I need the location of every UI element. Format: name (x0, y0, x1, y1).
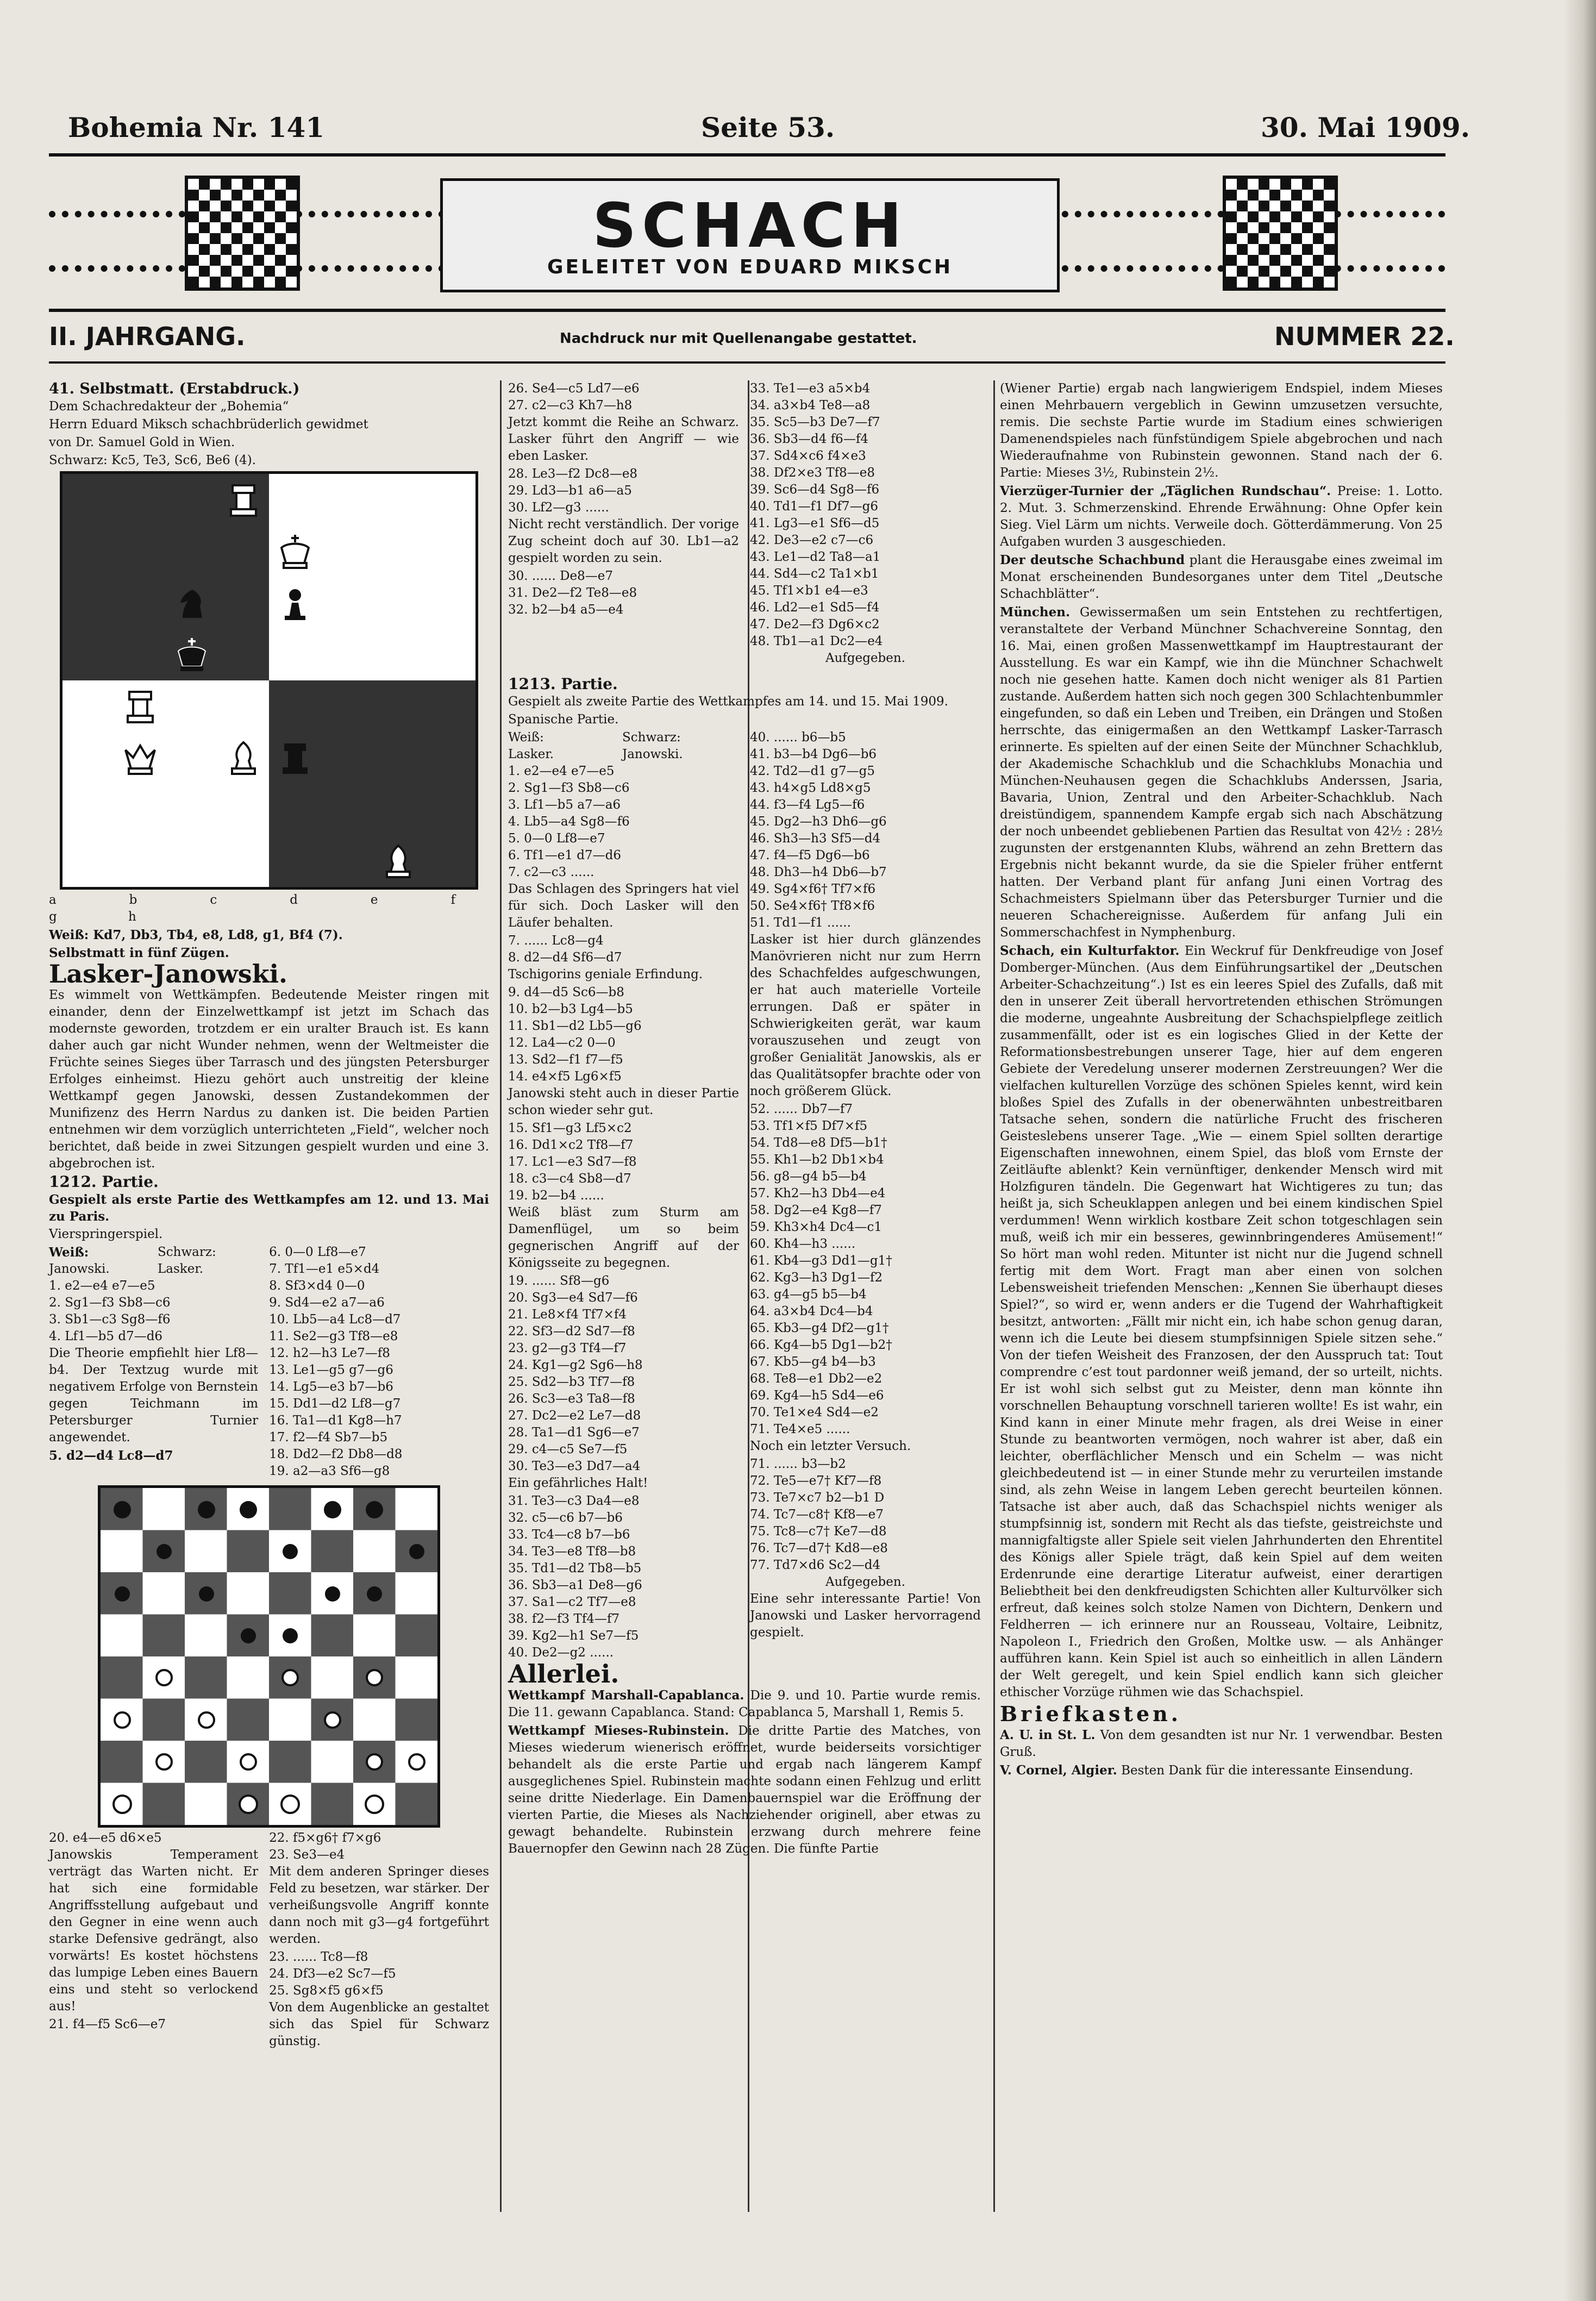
move-line: 46. Sh3—h3 Sf5—d4 (750, 831, 881, 846)
move-line: 13. Sd2—f1 f7—f5 (508, 1053, 623, 1067)
move-line: 17. Lc1—e3 Sd7—f8 (508, 1155, 637, 1169)
move-line: 32. c5—c6 b7—b6 (508, 1511, 623, 1525)
move-line: 11. Se2—g3 Tf8—e8 (269, 1329, 398, 1343)
move-line: 44. Sd4—c2 Ta1×b1 (750, 567, 879, 581)
move-line: 33. Te1—e3 a5×b4 (750, 382, 871, 396)
move-line: 12. h2—h3 Le7—f8 (269, 1346, 390, 1360)
issue-label: Bohemia Nr. 141 (68, 111, 325, 143)
move-line: 67. Kb5—g4 b4—b3 (750, 1355, 876, 1369)
move-line: 49. Sg4×f6† Tf7×f6 (750, 882, 876, 896)
move-line: 22. f5×g6† f7×g6 (269, 1831, 381, 1845)
move-line: 27. c2—c3 Kh7—h8 (508, 398, 633, 412)
move-line: 14. Lg5—e3 b7—b6 (269, 1380, 393, 1394)
move-line: 71. Te4×e5 ...... (750, 1422, 850, 1436)
move-line: 8. d2—d4 Sf6—d7 (508, 951, 622, 965)
move-line: 55. Kh1—b2 Db1×b4 (750, 1153, 884, 1167)
news-title: Schach, ein Kulturfaktor. (1000, 943, 1180, 958)
move-line: 6. 0—0 Lf8—e7 (269, 1245, 366, 1259)
annotation: Mit dem anderen Springer dieses Feld zu besetzen, war stärker. Der verheißungsvolle Angriff konnte dann noch mit g3—g4 fortgeführt werden. (269, 1865, 489, 1946)
move-line: 31. De2—f2 Te8—e8 (508, 586, 637, 600)
move-line: 36. Sb3—d4 f6—f4 (750, 432, 868, 446)
game-1212-end (739, 380, 981, 667)
news-title: Wettkampf Marshall-Capablanca. (508, 1688, 744, 1703)
annotation: Janowski steht auch in dieser Partie schon wieder sehr gut. (508, 1086, 739, 1117)
move-line: 29. Ld3—b1 a6—a5 (508, 484, 632, 498)
move-line: 31. Te3—c3 Da4—e8 (508, 1494, 640, 1508)
game-1212-continued (508, 380, 739, 667)
move-line: 73. Te7×c7 b2—b1 D (750, 1491, 885, 1505)
move-line: 35. Sc5—b3 De7—f7 (750, 415, 880, 429)
move-line: 59. Kh3×h4 Dc4—c1 (750, 1220, 883, 1234)
white-queen-icon (121, 739, 159, 777)
black-knight-icon (173, 584, 211, 622)
move-line: 7. Tf1—e1 e5×d4 (269, 1262, 380, 1276)
move-line: 57. Kh2—h3 Db4—e4 (750, 1186, 886, 1200)
move-line: 17. f2—f4 Sb7—b5 (269, 1430, 388, 1445)
move-line: 19. a2—a3 Sf6—g8 (269, 1464, 390, 1478)
news-text: Ein Weckruf für Denkfreudige von Josef Domberger-München. (Aus dem Einführungsartikel der „Deutschen Arbeiter-Schachzeitung“.) Ist es ein leeres Spiel des Zufalls, daß mit den in unserer Zeit überall hervortretenden ethischen Strömungen die moderne, ungeahnte Ausbreitung der Schachspielpflege zeitlich zusammenfällt, oder ist es ein logisches Glied in der Kette der Reformationsbestrebungen unserer Tage, hier auf dem engeren Gebiete der Veredelung unserer modernen Zerstreuungen? Wer die vielfachen kulturellen Vorzüge des schönen Spieles kennt, wird kein bloßes Spiel des Zufalls in der obenerwähnten unbestreitbaren Tatsache sehen, sondern die natürliche Frucht des frischeren Geisteslebens unserer Tage. „Wie — einem Spiel sollten derartige Eigenschaften innewohnen, einem Spiel, das bloß vom Ernste der Zeitläufte ablenkt? Kein vernünftiger, denkender Mensch wird mit Holzfiguren tändeln. Die Gegenwart hat Wichtigeres zu tun; das heißt ja, sich Scheuklappen anlegen und bei einem kindischen Spiel verdummen! Wenn wirklich kostbare Zeit schon totgeschlagen sein muß, weiß ich mir ein besseres, gewinnbringenderes Amüsement!“ So hört man wohl reden. Mitunter ist nicht nur die Jugend schnell fertig mit dem Wort. Fragt man aber einen von solchen Lebensweisheit triefenden Menschen: „Kennen Sie überhaupt dieses Spiel?“, so wird er, wenn anders er die Tugend der Wahrhaftigkeit besitzt, antworten: „Fällt mir nicht ein, ich habe schon genug daran, wenn ich die Leute bei diesem stumpfsinnigen Spiele sitzen sehe.“ Von der tiefen Weisheit des Franzosen, der den Ausspruch tat: Tout comprendre c’est tout pardonner weiß jemand, der so urteilt, nichts. Er ist wohl sich selbst gut zu Meister, denn man könnte ihn vorschnellen Behauptung vorschnell tarieren wollte! Es ist wahr, ein Kind kann in einer Minute mehr fragen, als drei Weise in einer Stunde zu beantworten vermögen, noch wahrer ist aber, daß ein leichter, oberflächlicher Mensch und ein Schelm — was nicht gleichbedeutend ist — in einer Stunde mehr zu verurteilen imstande sind, als zehn Weise in langem Leben gerecht beurteilen können. Tatsache ist aber auch, daß das Schachspiel nichts weniger als stumpfsinnig ist, sondern mit Recht als das tiefste, geistreichste und mannigfaltigste aller Spiele seit vielen Jahrhunderten den Ehrentitel des Königs aller Spiele trägt, daß kein Spiel auf dem weiten Erdenrunde eine derartige Literatur aufweist, einer derartigen Beliebtheit bei den denkfreudigsten Schichten aller Kulturvölker sich erfreut, daß keines solch stolze Namen von Dichtern, Denkern und Feldherren — ich erinnere nur an Rousseau, Voltaire, Leibnitz, Napoleon I., Friedrich den Großen, Moltke usw. — als Anhänger aufführen kann. Kein Spiel ist auch so einheitlich in allen Ländern der Welt geregelt, und kein Spiel endlich kann sich gleicher ethischer Vorzüge rühmen wie das Schachspiel. (1000, 944, 1443, 1699)
black-rook-icon (276, 739, 314, 777)
player-name: Lasker. (508, 747, 554, 761)
move-line: 22. Sf3—d2 Sd7—f8 (508, 1324, 635, 1339)
move-line: 32. b2—b4 a5—e4 (508, 603, 624, 617)
title-box (440, 178, 1060, 292)
move-line: 10. b2—b3 Lg4—b5 (508, 1002, 633, 1016)
move-line: 48. Dh3—h4 Db6—b7 (750, 865, 887, 879)
move-line: 43. h4×g5 Ld8×g5 (750, 781, 871, 795)
move-line: 7. ...... Lc8—g4 (508, 934, 604, 948)
move-line: 13. Le1—g5 g7—g6 (269, 1363, 393, 1377)
article-heading: Lasker-Janowski. (49, 959, 288, 989)
move-line: 34. Te3—e8 Tf8—b8 (508, 1545, 636, 1559)
move-line: 68. Te8—e1 Db2—e2 (750, 1372, 883, 1386)
player-label: Weiß: (508, 730, 544, 745)
game-number: 1213. Partie. (508, 675, 618, 693)
move-line: 46. Ld2—e1 Sd5—f4 (750, 601, 880, 615)
move-line: 28. Le3—f2 Dc8—e8 (508, 467, 638, 481)
move-line: 52. ...... Db7—f7 (750, 1102, 853, 1116)
closing-remark: Eine sehr interessante Partie! Von Janowski und Lasker hervorragend gespielt. (750, 1592, 981, 1640)
move-line: 56. g8—g4 b5—b4 (750, 1170, 867, 1184)
move-line: 47. f4—f5 Dg6—b6 (750, 848, 870, 862)
move-line: 37. Sa1—c2 Tf7—e8 (508, 1595, 636, 1609)
chess-diagram (60, 471, 478, 890)
news-text: Die 9. und 10. Partie wurde remis. Die 11. gewann Capablanca. Stand: Capablanca 5, Marshall 1, Remis 5. (508, 1689, 981, 1720)
move-line: 1. e2—e4 e7—e5 (49, 1279, 155, 1293)
result-line: Aufgegeben. (825, 1575, 906, 1589)
letter-text: Besten Dank für die interessante Einsendung. (1121, 1764, 1413, 1778)
game-1213-continued (739, 729, 981, 1661)
move-line: 75. Tc8—c7† Ke7—d8 (750, 1524, 887, 1539)
move-line: 30. ...... De8—e7 (508, 569, 613, 583)
move-line: 16. Ta1—d1 Kg8—h7 (269, 1414, 402, 1428)
move-line: 28. Ta1—d1 Sg6—e7 (508, 1425, 640, 1440)
move-line: 21. Le8×f4 Tf7×f4 (508, 1308, 627, 1322)
move-line: 76. Tc7—d7† Kd8—e8 (750, 1541, 888, 1555)
move-line: 64. a3×b4 Dc4—b4 (750, 1304, 873, 1318)
player-label: Schwarz: (622, 730, 681, 745)
move-line: 39. Sc6—d4 Sg8—f6 (750, 483, 880, 497)
move-line: 42. Td2—d1 g7—g5 (750, 764, 875, 778)
move-line: 9. d4—d5 Sc6—b8 (508, 985, 624, 999)
annotation: Lasker ist hier durch glänzendes Manövrieren nicht nur zum Herrn des Schachfeldes aufgeschwungen, er hat auch materielle Vorteile errungen. Daß er später in Schwierigkeiten gerät, war kaum vorauszusehen und zeugt von großer Genialität Janowskis, als er das Qualitätsopfer brachte oder von noch größerem Glück. (750, 933, 981, 1098)
section-heading-allerlei: Allerlei. (508, 1659, 619, 1689)
header-rule (49, 361, 1445, 364)
result-line: Aufgegeben. (825, 651, 906, 665)
article-intro: Es wimmelt von Wettkämpfen. Bedeutende Meister ringen mit einander, denn der Einzelwettkampf ist jetzt im Schach das modernste geworden, trotzdem er ein uralter Brauch ist. Es kann daher auch gar nicht Wunder nehmen, wenn der Weltmeister die Früchte seines Sieges über Tarrasch und des jüngsten Petersburger Erfolges einheimst. Hiezu gehört auch unstreitig der kleine Wettkampf gegen Janowski, dessen Zustandekommen der Munifizenz des Herrn Nardus zu danken ist. Die beiden Partien entnehmen wir dem vorzüglich unterrichteten „Field“, welcher noch berichtet, daß beide in zwei Sitzungen gespielt wurden und eine 3. abgebrochen ist. (49, 988, 489, 1171)
move-line: 25. Sg8×f5 g6×f5 (269, 1984, 384, 1998)
move-line: 12. La4—c2 0—0 (508, 1036, 616, 1050)
black-king-icon (173, 636, 211, 674)
white-bishop-icon (224, 739, 262, 777)
news-title: Vierzüger-Turnier der „Täglichen Rundschau“. (1000, 484, 1331, 498)
news-text: plant die Herausgabe eines zweimal im Monat erscheinenden Bundesorganes unter dem Titel „Deutsche Schachblätter“. (1000, 553, 1443, 601)
move-line: 5. 0—0 Lf8—e7 (508, 831, 605, 846)
annotation: Ein gefährliches Halt! (508, 1476, 648, 1490)
move-line: 24. Kg1—g2 Sg6—h8 (508, 1358, 643, 1372)
section-title: SCHACH (592, 191, 907, 261)
move-line: 5. d2—d4 Lc8—d7 (49, 1448, 173, 1463)
annotation: Nicht recht verständlich. Der vorige Zug scheint doch auf 30. Lb1—a2 gespielt worden zu sein. (508, 517, 739, 565)
move-line: 26. Se4—c5 Ld7—e6 (508, 382, 640, 396)
player-label: Schwarz: (158, 1245, 216, 1259)
dedication-line: Dem Schachredakteur der „Bohemia“ (49, 399, 289, 414)
move-line: 1. e2—e4 e7—e5 (508, 764, 615, 778)
move-line: 35. Td1—d2 Tb8—b5 (508, 1561, 642, 1575)
column-rule (500, 380, 502, 2212)
move-line: 18. Dd2—f2 Db8—d8 (269, 1447, 403, 1461)
move-line: 40. ...... b6—b5 (750, 730, 846, 745)
move-line: 63. g4—g5 b5—b4 (750, 1287, 867, 1302)
annotation: Janowskis Temperament verträgt das Warten nicht. Er hat sich eine formidable Angriffsstellung aufgebaut und den Gegner in eine wenn auch starke Defensive gedrängt, also vorwärts! Es kostet höchstens das lumpige Leben eines Bauern eins und steht so verlockend aus! (49, 1848, 259, 2014)
letter-recipient: V. Cornel, Algier. (1000, 1763, 1117, 1778)
section-editor: GELEITET VON EDUARD MIKSCH (547, 256, 953, 278)
volume-label: II. JAHRGANG. (49, 322, 246, 351)
move-line: 48. Tb1—a1 Dc2—e4 (750, 634, 883, 648)
move-line: 37. Sd4×c6 f4×e3 (750, 449, 866, 463)
move-line: 2. Sg1—f3 Sb8—c6 (49, 1296, 171, 1310)
move-line: 66. Kg4—b5 Dg1—b2† (750, 1338, 892, 1352)
letter-text: Von dem gesandten ist nur Nr. 1 verwendbar. Besten Gruß. (1000, 1728, 1443, 1759)
news-text: Die dritte Partie des Matches, von Mieses wiederum wienerisch eröffnet, wurde beiderseits vorsichtiger behandelt als die erste Partie und ergab nach längerem Kampf ausgeglichenes Spiel. Rubinstein machte sodann einen Fehlzug und erlitt seine dritte Niederlage. Ein Damenbauernspiel war die Eröffnung der vierten Partie, die Mieses als Nachziehender originell, aber etwas zu gewagt behandelte. Rubinstein erzwang durch mehrere feine Bauernopfer den Gewinn nach 28 Zügen. Die fünfte Partie (508, 1724, 981, 1856)
white-bishop-icon (379, 842, 417, 880)
news-text: Gewissermaßen um sein Entstehen zu rechtfertigen, veranstaltete der Verband Münchner Schachvereine Sonntag, den 16. Mai, einen großen Massenwettkampf im Hauptrestaurant der Ausstellung. Es war ein Kampf, wie ihn die Münchner Schachwelt noch nie gesehen hatte. Kamen doch nicht weniger als 81 Partien zustande. Außerdem hatten sich noch gegen 300 Schlachtenbummler eingefunden, so daß ein Leben und Treiben, ein Drängen und Stoßen herrschte, das einigermaßen an den Wettkampf Lasker-Tarrasch erinnerte. Es spielten auf der einen Seite der Münchner Schachklub, der Akademische Schachklub und die Schachklubs Monachia und München-Neuhausen gegen die Schachklubs Anderssen, Jsaria, Bavaria, Union, Zentral und den Arbeiter-Schachklub. Nach dreistündigem, spannendem Kampfe ergab sich nach Abschätzung der noch unbeendet gebliebenen Partien das Resultat von 42½ : 28½ zugunsten der erstgenannten Klubs, während an zehn Brettern das Ergebnis nicht bekannt wurde, da sie die Spieler früher entfernt hatten. Der Verband plant für anfang Juni einen Vortrag des Schachmeisters Spielmann über das Petersburger Turnier und die neueren Schachereignisse. Außerdem für anfang Juli ein Sommerschachfest in Nymphenburg. (1000, 605, 1443, 940)
issue-date: 30. Mai 1909. (1261, 111, 1470, 143)
section-heading-briefkasten: Briefkasten. (1000, 1702, 1182, 1726)
move-line: 43. Le1—d2 Ta8—a1 (750, 550, 881, 564)
move-line: 9. Sd4—e2 a7—a6 (269, 1296, 385, 1310)
player-name: Lasker. (158, 1262, 204, 1276)
game-moves-block (49, 1830, 489, 2051)
move-line: 4. Lb5—a4 Sg8—f6 (508, 815, 630, 829)
move-line: 69. Kg4—h5 Sd4—e6 (750, 1389, 884, 1403)
move-line: 20. Sg3—e4 Sd7—f6 (508, 1291, 638, 1305)
opening-name: Vierspringerspiel. (49, 1227, 163, 1241)
move-line: 47. De2—f3 Dg6×c2 (750, 617, 880, 631)
move-line: 77. Td7×d6 Sc2—d4 (750, 1558, 881, 1572)
move-line: 10. Lb5—a4 Lc8—d7 (269, 1312, 401, 1327)
move-line: 61. Kb4—g3 Dd1—g1† (750, 1254, 892, 1268)
game-position-diagram (98, 1485, 440, 1828)
annotation: Jetzt kommt die Reihe an Schwarz. Lasker führt den Angriff — wie eben Lasker. (508, 415, 739, 463)
annotation: Von dem Augenblicke an gestaltet sich das Spiel für Schwarz günstig. (269, 2000, 489, 2048)
move-line: 24. Df3—e2 Sc7—f5 (269, 1967, 396, 1981)
move-line: 15. Dd1—d2 Lf8—g7 (269, 1397, 401, 1411)
move-line: 8. Sf3×d4 0—0 (269, 1279, 365, 1293)
page-edge (1563, 0, 1596, 2301)
move-line: 53. Tf1×f5 Df7×f5 (750, 1119, 868, 1133)
column-4 (1000, 380, 1443, 1780)
move-line: 15. Sf1—g3 Lf5×c2 (508, 1121, 632, 1135)
annotation: Die Theorie empfiehlt hier Lf8—b4. Der Textzug wurde mit negativem Erfolge von Bernstein gegen Teichmann im Petersburger Turnier angewendet. (49, 1346, 259, 1445)
checkerboard-ornament (1223, 176, 1338, 291)
move-line: 41. b3—b4 Dg6—b6 (750, 747, 877, 761)
news-title: Wettkampf Mieses-Rubinstein. (508, 1723, 729, 1738)
annotation: Noch ein letzter Versuch. (750, 1439, 911, 1453)
game-info: Gespielt als zweite Partie des Wettkampfes am 14. und 15. Mai 1909. (508, 695, 948, 709)
move-line: 45. Tf1×b1 e4—e3 (750, 584, 868, 598)
white-pieces: Weiß: Kd7, Db3, Tb4, e8, Ld8, g1, Bf4 (7). (49, 928, 343, 942)
move-line: 74. Tc7—c8† Kf8—e7 (750, 1508, 884, 1522)
dedication-line: von Dr. Samuel Gold in Wien. (49, 435, 235, 449)
move-line: 62. Kg3—h3 Dg1—f2 (750, 1271, 883, 1285)
move-line: 33. Tc4—c8 b7—b6 (508, 1528, 630, 1542)
move-line: 72. Te5—e7† Kf7—f8 (750, 1474, 882, 1488)
issue-number: NUMMER 22. (1274, 322, 1455, 351)
chess-pieces-icon (101, 1488, 437, 1825)
letter-recipient: A. U. in St. L. (1000, 1728, 1096, 1742)
annotation: Tschigorins geniale Erfindung. (508, 967, 703, 981)
reprint-notice: Nachdruck nur mit Quellenangabe gestattet. (560, 330, 917, 347)
move-line: 23. Se3—e4 (269, 1848, 345, 1862)
move-line: 60. Kh4—h3 ...... (750, 1237, 856, 1251)
move-line: 40. Td1—f1 Df7—g6 (750, 499, 878, 514)
move-line: 18. c3—c4 Sb8—d7 (508, 1172, 631, 1186)
move-line: 3. Lf1—b5 a7—a6 (508, 798, 621, 812)
move-line: 19. b2—b4 ...... (508, 1189, 604, 1203)
black-pawn-icon (276, 584, 314, 622)
white-rook-icon (224, 481, 262, 519)
move-line: 44. f3—f4 Lg5—f6 (750, 798, 865, 812)
move-line: 6. Tf1—e1 d7—d6 (508, 848, 622, 862)
move-line: 29. c4—c5 Se7—f5 (508, 1442, 628, 1456)
move-line: 40. De2—g2 ...... (508, 1646, 614, 1660)
annotation: Weiß bläst zum Sturm am Damenflügel, um so beim gegnerischen Angriff auf der Königsseite zu begegnen. (508, 1205, 739, 1270)
player-name: Janowski. (49, 1262, 110, 1276)
move-line: 7. c2—c3 ...... (508, 865, 594, 879)
move-line: 11. Sb1—d2 Lb5—g6 (508, 1019, 642, 1033)
move-line: 50. Se4×f6† Tf8×f6 (750, 899, 875, 913)
problem-title: 41. Selbstmatt. (Erstabdruck.) (49, 380, 300, 397)
move-line: 23. ...... Tc8—f8 (269, 1950, 368, 1964)
annotation: Das Schlagen des Springers hat viel für sich. Doch Lasker will den Läufer behalten. (508, 882, 739, 930)
move-line: 45. Dg2—h3 Dh6—g6 (750, 815, 887, 829)
news-title: München. (1000, 605, 1070, 620)
masthead (49, 153, 1445, 312)
move-line: 27. Dc2—e2 Le7—d8 (508, 1409, 641, 1423)
move-line: 54. Td8—e8 Df5—b1† (750, 1136, 887, 1150)
black-pieces: Schwarz: Kc5, Te3, Sc6, Be6 (4). (49, 453, 256, 467)
move-line: 65. Kb3—g4 Df2—g1† (750, 1321, 889, 1335)
game-number: 1212. Partie. (49, 1173, 159, 1191)
move-line: 38. Df2×e3 Tf8—e8 (750, 466, 875, 480)
move-line: 30. Te3—e3 Dd7—a4 (508, 1459, 641, 1473)
move-line: 42. De3—e2 c7—c6 (750, 533, 874, 547)
news-text: Preise: 1. Lotto. 2. Mut. 3. Schmerzenskind. Ehrende Erwähnung: Ohne Opfer kein Sieg. Viel Lärm um nichts. Verweile doch. Götterdämmerung. Von 25 Aufgaben wurden 3 ausgeschieden. (1000, 484, 1443, 549)
move-line: 71. ...... b3—b2 (750, 1457, 846, 1471)
move-line: 23. g2—g3 Tf4—f7 (508, 1341, 627, 1355)
move-line: 39. Kg2—h1 Se7—f5 (508, 1629, 639, 1643)
move-line: 21. f4—f5 Sc6—e7 (49, 2017, 166, 2031)
board-files: a b c d e f g h (49, 893, 489, 924)
game-info: Gespielt als erste Partie des Wettkampfes am 12. und 13. Mai zu Paris. (49, 1192, 489, 1224)
news-text: (Wiener Partie) ergab nach langwierigem Endspiel, indem Mieses einen Mehrbauern vergeblich in Gewinn umzusetzen versuchte, remis. Die sechste Partie wurde im Stadium eines schwierigen Damenendspieles nach fünfstündigem Spiele abgebrochen und nach Wiederaufnahme von Rubinstein gewonnen. Stand nach der 6. Partie: Mieses 3½, Rubinstein 2½. (1000, 382, 1443, 480)
problem-task: Selbstmatt in fünf Zügen. (49, 946, 229, 960)
column-rule (993, 380, 995, 2212)
game-1213-moves (508, 729, 739, 1661)
move-line: 4. Lf1—b5 d7—d6 (49, 1329, 163, 1343)
column-1 (49, 380, 489, 2051)
dedication-line: Herrn Eduard Miksch schachbrüderlich gewidmet (49, 417, 368, 432)
news-title: Der deutsche Schachbund (1000, 553, 1185, 567)
move-line: 25. Sd2—b3 Tf7—f8 (508, 1375, 635, 1389)
game-moves-block (49, 1244, 489, 1480)
move-line: 70. Te1×e4 Sd4—e2 (750, 1405, 879, 1420)
move-line: 3. Sb1—c3 Sg8—f6 (49, 1312, 171, 1327)
column-2 (508, 380, 981, 1859)
move-line: 38. f2—f3 Tf4—f7 (508, 1612, 620, 1626)
move-line: 19. ...... Sf8—g6 (508, 1274, 610, 1288)
move-line: 16. Dd1×c2 Tf8—f7 (508, 1138, 634, 1152)
move-line: 20. e4—e5 d6×e5 (49, 1831, 162, 1845)
player-label: Weiß: (49, 1245, 89, 1260)
move-line: 58. Dg2—e4 Kg8—f7 (750, 1203, 882, 1217)
move-line: 34. a3×b4 Te8—a8 (750, 398, 871, 412)
move-line: 26. Sc3—e3 Ta8—f8 (508, 1392, 635, 1406)
move-line: 2. Sg1—f3 Sb8—c6 (508, 781, 630, 795)
white-rook-icon (121, 687, 159, 726)
opening-name: Spanische Partie. (508, 712, 619, 727)
player-name: Janowski. (622, 747, 683, 761)
move-line: 41. Lg3—e1 Sf6—d5 (750, 516, 880, 530)
white-king-icon (276, 533, 314, 571)
move-line: 51. Td1—f1 ...... (750, 916, 851, 930)
checkerboard-ornament (185, 176, 300, 291)
move-line: 30. Lf2—g3 ...... (508, 501, 609, 515)
move-line: 36. Sb3—a1 De8—g6 (508, 1578, 642, 1592)
page-number: Seite 53. (701, 111, 835, 143)
move-line: 14. e4×f5 Lg6×f5 (508, 1070, 622, 1084)
